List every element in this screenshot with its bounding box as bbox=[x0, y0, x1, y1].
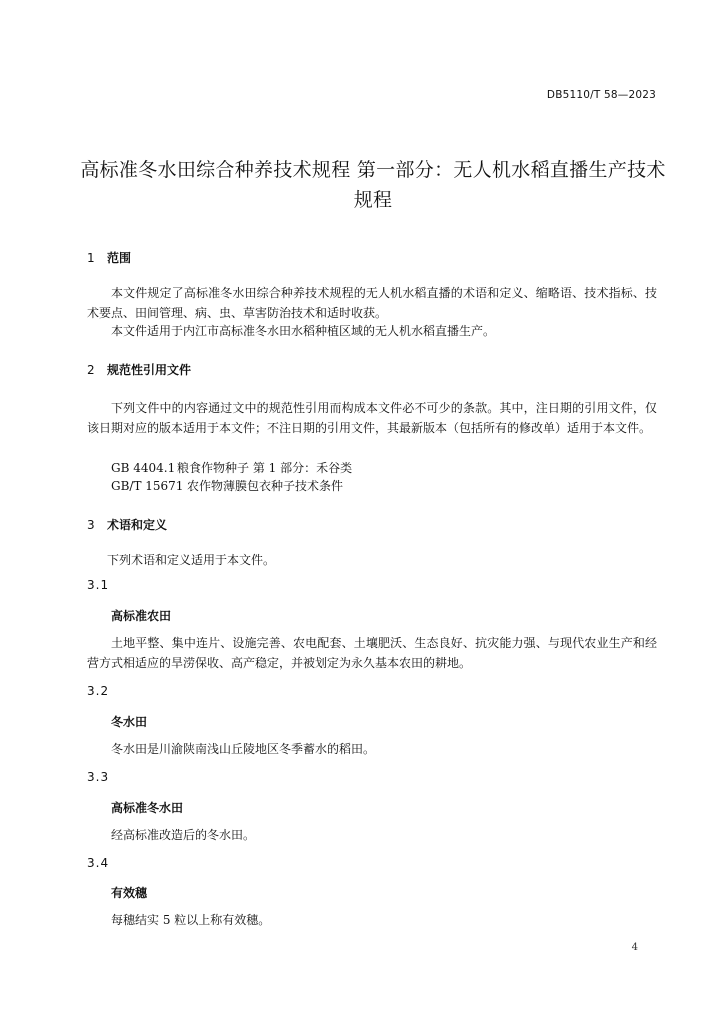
document-title: 高标准冬水田综合种养技术规程 第一部分：无人机水稻直播生产技术规程 bbox=[80, 159, 666, 211]
terms-intro: 下列术语和定义适用于本文件。 bbox=[107, 553, 276, 567]
term-definition: 冬水田是川渝陕南浅山丘陵地区冬季蓄水的稻田。 bbox=[111, 742, 376, 756]
term-definition: 土地平整、集中连片、设施完善、农电配套、土壤肥沃、生态良好、抗灾能力强、与现代农业生产和经营方式相适应的旱涝保收、高产稳定，并被划定为永久基本农田的耕地。 bbox=[87, 636, 657, 670]
page-number: 4 bbox=[631, 942, 638, 953]
scope-paragraph-1: 本文件规定了高标准冬水田综合种养技术规程的无人机水稻直播的术语和定义、缩略语、技术指标、技术要点、田间管理、病、虫、草害防治技术和适时收获。 bbox=[87, 286, 657, 320]
term-number: 3.2 bbox=[87, 684, 110, 698]
term-name: 有效穗 bbox=[111, 886, 148, 900]
section-title: 规范性引用文件 bbox=[107, 363, 192, 377]
standard-code: DB5110/T 58—2023 bbox=[546, 89, 656, 101]
section-title: 术语和定义 bbox=[107, 518, 168, 532]
term-number: 3.3 bbox=[87, 770, 110, 784]
term-name: 高标准农田 bbox=[111, 609, 172, 623]
section-heading-normative-references bbox=[87, 361, 191, 378]
term-name: 冬水田 bbox=[111, 715, 148, 729]
term-number: 3.4 bbox=[87, 856, 110, 870]
section-title: 范围 bbox=[107, 251, 132, 265]
references-paragraph: 下列文件中的内容通过文中的规范性引用而构成本文件必不可少的条款。其中，注日期的引用文件，仅该日期对应的版本适用于本文件；不注日期的引用文件，其最新版本（包括所有的修改单）适用于本文件。 bbox=[87, 401, 657, 435]
term-definition: 经高标准改造后的冬水田。 bbox=[111, 828, 256, 842]
reference-item bbox=[111, 477, 343, 494]
term-name: 高标准冬水田 bbox=[111, 801, 184, 815]
reference-code: GB/T 15671 bbox=[111, 479, 184, 493]
section-heading-scope bbox=[87, 249, 131, 266]
section-number: 2 bbox=[87, 363, 95, 377]
term-definition: 每穗结实 5 粒以上称有效穗。 bbox=[111, 913, 271, 927]
reference-item bbox=[111, 459, 352, 476]
reference-code: GB 4404.1 bbox=[111, 461, 176, 475]
section-number: 1 bbox=[87, 251, 95, 265]
reference-title: 农作物薄膜包衣种子技术条件 bbox=[187, 479, 344, 493]
term-number: 3.1 bbox=[87, 578, 110, 592]
section-heading-terms bbox=[87, 516, 167, 533]
scope-paragraph-2: 本文件适用于内江市高标准冬水田水稻种植区域的无人机水稻直播生产。 bbox=[111, 324, 496, 338]
section-number: 3 bbox=[87, 518, 95, 532]
reference-title: 粮食作物种子 第 1 部分：禾谷类 bbox=[177, 461, 353, 475]
